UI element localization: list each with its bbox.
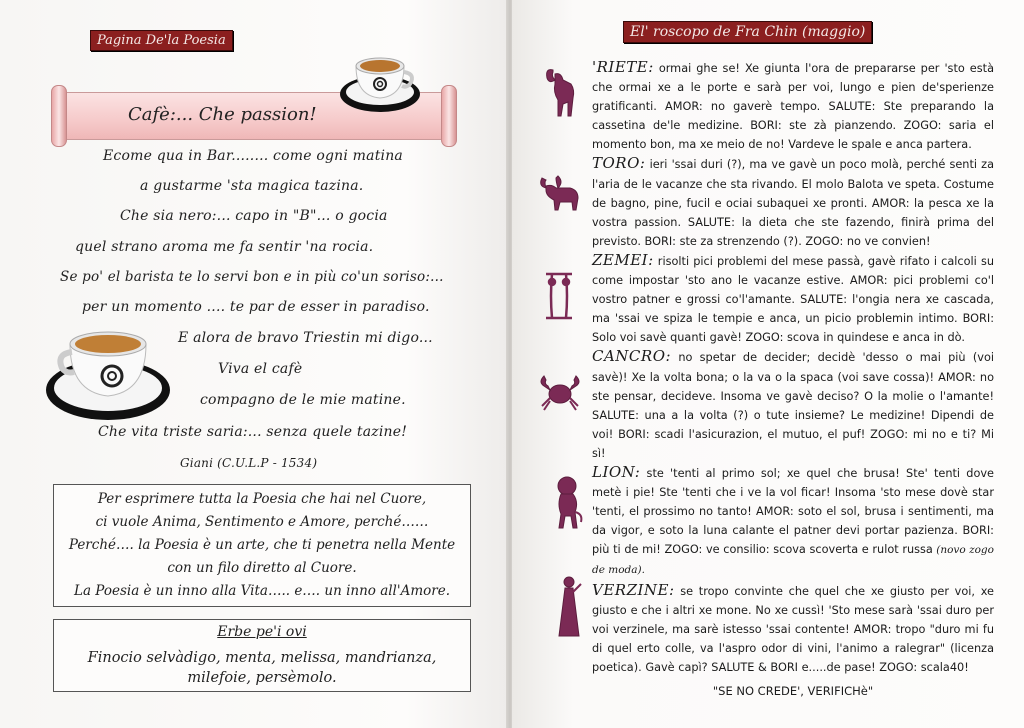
coffee-cup-icon: [336, 48, 424, 116]
poem-line: Se po' el barista te lo servi bon e in più co'un soriso:...: [60, 269, 444, 285]
left-page: [0, 0, 508, 728]
coffee-cup-icon: [42, 318, 174, 426]
cancer-icon: [536, 368, 584, 416]
poem-line: E alora de bravo Triestin mi digo...: [178, 330, 433, 346]
sign-name: LION:: [592, 462, 641, 481]
gemini-icon: [540, 268, 578, 324]
poem-line: per un momento .... te par de esser in paradiso.: [82, 299, 430, 315]
herbs-line: Finocio selvàdigo, menta, melissa, mandrianza,: [87, 650, 437, 666]
sign-entry-leo: [592, 463, 994, 581]
sign-entry-taurus: [592, 154, 994, 250]
sign-name: ZEMEI:: [592, 250, 654, 269]
sign-name: 'RIETE:: [592, 58, 654, 76]
poem-author: Giani (C.U.L.P - 1534): [180, 456, 318, 470]
sign-entry-aries: [592, 58, 994, 154]
horoscope-text: [592, 58, 994, 677]
sign-name: TORO:: [592, 154, 646, 173]
poem-line: Che vita triste saria:... senza quele tazine!: [98, 424, 408, 440]
sign-name: CANCRO:: [592, 347, 672, 366]
quote-line: Per esprimere tutta la Poesia che hai nel Cuore,: [97, 491, 427, 507]
sign-forecast: ste 'tenti al primo sol; xe quel che brusa! Ste' tenti dove metè i pie! Ste 'tenti che i ve la vol ficar! Insoma 'sto mese dovè star 'tenti, el prossimo no tanto! AMOR: soto el sol, brusa i sentimenti, ma da vigor, e soto la luna calante el patner devi portar pazienza. BORI: più ti de mi! ZOGO: ve consilio: scova scoverta e rulot russa: [592, 466, 994, 557]
taurus-icon: [536, 170, 584, 218]
closing-line: "SE NO CREDE', VERIFICHè": [712, 684, 874, 698]
sign-entry-cancer: [592, 347, 994, 463]
virgo-icon: [555, 574, 585, 642]
sign-forecast: ormai ghe se! Xe giunta l'ora de prepararse per 'sto està che ormai xe a le porte e sarà per voi, lungo e pien de'sperienze gratificanti. AMOR: no gaverè tempo. SALUTE: Ste preparando la cassetina de'le medizine. BORI: ste zà pianzendo. ZOGO: saria el momento bon, ma xe meio de no! Vardeve le spale e anca partera.: [592, 62, 994, 152]
sign-forecast: no spetar de decider; decidè 'desso o mai più (voi savè)! Xe la volta bona; o la va o la spaca (voi save cossa)! AMOR: no ste pensar, decideve. Insoma ve gavè deciso? O la molie o l'amante! SALUTE: una a la volta (?) o tute insieme? Le medizine! Dipendi de voi! BORI: scadi l'asicurazion, el mutuo, el puf! ZOGO: mi no e ti? Mi sì!: [592, 351, 994, 460]
poem-line: quel strano aroma me fa sentir 'na rocia.: [75, 239, 374, 255]
herbs-title: Erbe pe'i ovi: [217, 624, 307, 640]
quote-line: La Poesia è un inno alla Vita….. e…. un inno all'Amore.: [73, 583, 451, 599]
aries-icon: [541, 62, 579, 122]
horoscope-section-title: El' roscopo de Fra Chin (maggio): [623, 21, 872, 43]
herbs-box: [53, 619, 471, 692]
sign-forecast: ieri 'ssai duri (?), ma ve gavè un poco molà, perché senti za l'aria de le vacanze che sta rivando. El molo Balota ve speta. Costume de bagno, pine, fucil e ociai subaquei xe pronti. AMOR: la pesca xe la vostra passion. SALUTE: la dieta che ste fazendo, finirà prima del previsto. BORI: ste za strenzendo (?). ZOGO: no ve convien!: [592, 158, 994, 248]
sign-entry-gemini: [592, 251, 994, 347]
quote-line: ci vuole Anima, Sentimento e Amore, perché……: [95, 514, 429, 530]
sign-entry-virgo: [592, 581, 994, 677]
poem-line: Che sia nero:... capo in "B"... o gocia: [120, 208, 388, 224]
poem-line: Ecome qua in Bar........ come ogni matina: [103, 148, 403, 164]
poem-line: Viva el cafè: [218, 361, 303, 377]
poem-line: a gustarme 'sta magica tazina.: [140, 178, 364, 194]
quote-line: Perché…. la Poesia è un arte, che ti penetra nella Mente: [68, 537, 456, 553]
poem-line: compagno de le mie matine.: [200, 392, 406, 408]
quote-box: [53, 484, 471, 607]
poetry-section-title: Pagina De'la Poesia: [90, 30, 233, 51]
sign-forecast: se tropo convinte che quel che xe giusto per voi, xe giusto e che i altri xe mone. No xe cussì! 'Sto mese sarà 'ssai duro per voi verzinele, ma sarè istesso 'ssai contente! AMOR: tropo "duro mi fu di quel erto colle, va l'aspro odor di vini, l'animo a ralegrar" (licenza poetica). Gavè capì? SALUTE & BORI e.....de pase! ZOGO: scala40!: [592, 584, 994, 674]
poem-title: Cafè:... Che passion!: [128, 104, 317, 125]
herbs-line: milefoie, persèmolo.: [187, 670, 337, 686]
sign-name: VERZINE:: [592, 580, 675, 599]
quote-line: con un filo diretto al Cuore.: [167, 560, 357, 576]
leo-icon: [551, 474, 585, 532]
sign-note: (novo zogo de moda).: [592, 544, 994, 577]
sign-forecast: risolti pici problemi del mese passà, gavè rifato i calcoli su come impostar 'sto ano le vacanze estive. AMOR: pici problemi co'l vostro patner e grossi co'l'amante. SALUTE: l'ongia nera xe cascada, ma 'ssai ve spiza le tempie e anca, un picio problemin intimo. BORI: Solo voi savè quanti gavè! ZOGO: scova in quindese e anca in dò.: [592, 254, 994, 345]
